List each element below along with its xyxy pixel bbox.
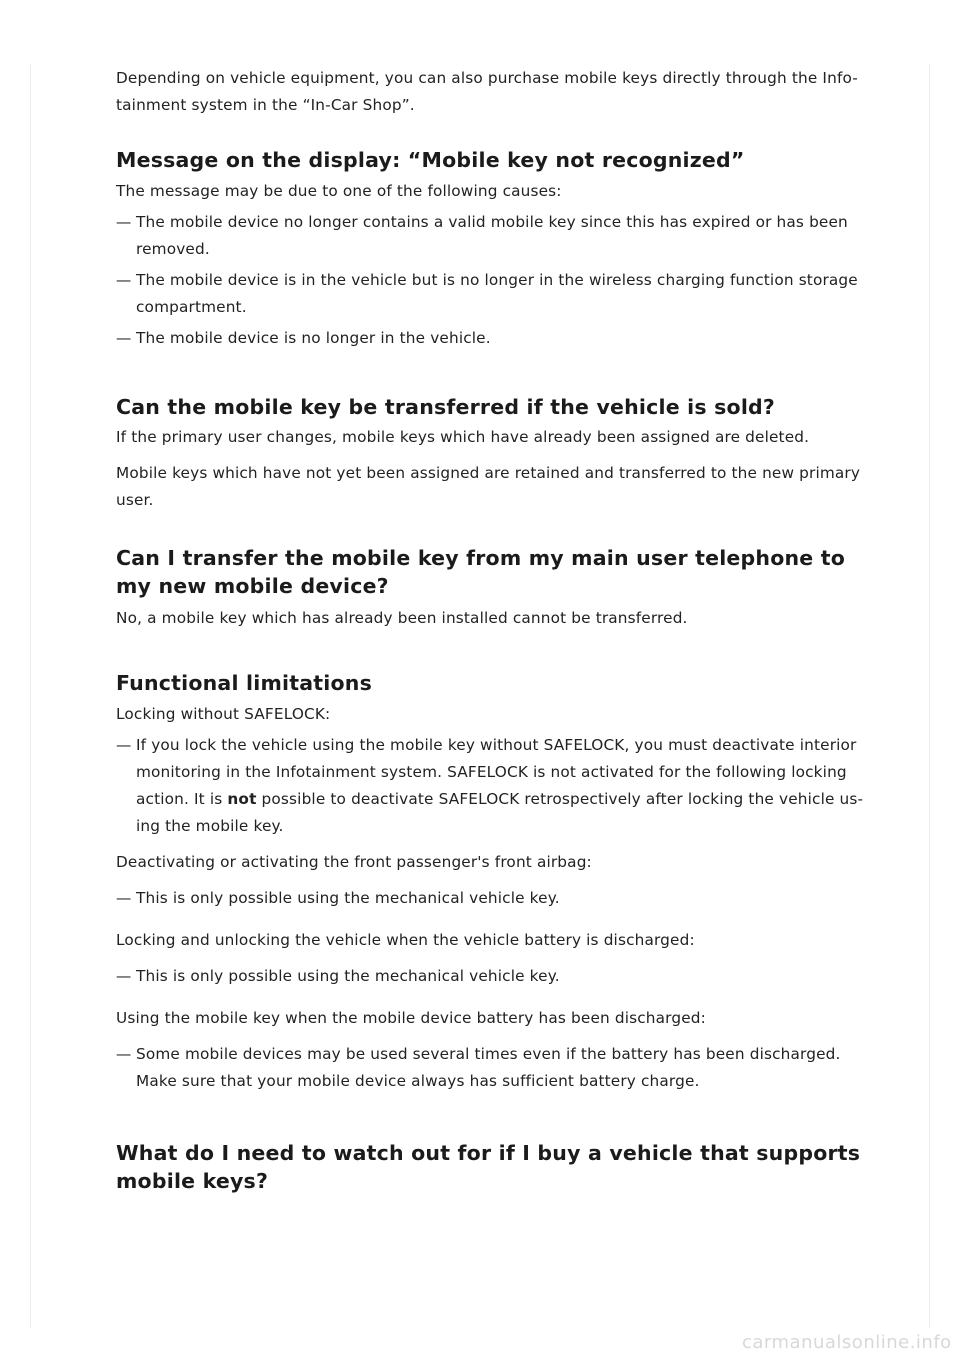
emphasis-not: not bbox=[227, 790, 257, 808]
dash-bullet: — bbox=[116, 213, 132, 231]
transfer-device-paragraph: No, a mobile key which has already been installed cannot be transferred. bbox=[116, 609, 688, 627]
cause-item-1-text: The mobile device no longer contains a valid mobile key since this has expired or has been removed. bbox=[136, 213, 848, 258]
safelock-text-part-1: If you lock the vehicle using the mobile key without SAFELOCK, you must deactivate interior monitoring in the Infotainment system. SAFELOCK is not activated for the following locking action. It is bbox=[136, 736, 857, 808]
dash-bullet: — bbox=[116, 889, 132, 907]
transfer-sold-paragraph-1: If the primary user changes, mobile keys which have already been assigned are deleted. bbox=[116, 428, 810, 446]
dash-bullet: — bbox=[116, 1045, 132, 1063]
airbag-text: This is only possible using the mechanical vehicle key. bbox=[136, 889, 560, 907]
limitation-item-vehicle-battery bbox=[116, 963, 876, 990]
intro-paragraph: Depending on vehicle equipment, you can also purchase mobile keys directly through the Info-tainment system in the “In-Car Shop”. bbox=[116, 69, 858, 114]
cause-item-1 bbox=[116, 209, 876, 263]
left-margin-rule bbox=[30, 64, 31, 1328]
causes-lead: The message may be due to one of the following causes: bbox=[116, 182, 562, 200]
limitation-lead-safelock: Locking without SAFELOCK: bbox=[116, 705, 331, 723]
limitation-lead-airbag: Deactivating or activating the front passenger's front airbag: bbox=[116, 853, 592, 871]
dash-bullet: — bbox=[116, 329, 132, 347]
heading-transfer-to-new-device: Can I transfer the mobile key from my main user telephone to my new mobile device? bbox=[116, 546, 845, 598]
cause-item-2-text: The mobile device is in the vehicle but is no longer in the wireless charging function storage compartment. bbox=[136, 271, 858, 316]
heading-transfer-if-sold: Can the mobile key be transferred if the vehicle is sold? bbox=[116, 395, 776, 419]
dash-bullet: — bbox=[116, 271, 132, 289]
cause-item-3 bbox=[116, 325, 876, 352]
limitation-item-airbag bbox=[116, 885, 876, 912]
watermark: carmanualsonline.info bbox=[742, 1332, 952, 1353]
limitation-item-safelock bbox=[116, 732, 876, 840]
safelock-text-part-2: possible to deactivate SAFELOCK retrospectively after locking the vehicle us-ing the mobile key. bbox=[136, 790, 864, 835]
cause-item-2 bbox=[116, 267, 876, 321]
cause-item-3-text: The mobile device is no longer in the vehicle. bbox=[136, 329, 491, 347]
right-margin-rule bbox=[929, 64, 930, 1328]
limitation-lead-device-battery: Using the mobile key when the mobile device battery has been discharged: bbox=[116, 1009, 706, 1027]
limitation-item-device-battery bbox=[116, 1041, 876, 1095]
page-content bbox=[116, 64, 876, 1195]
vehicle-battery-text: This is only possible using the mechanical vehicle key. bbox=[136, 967, 560, 985]
heading-buying-vehicle: What do I need to watch out for if I buy a vehicle that supports mobile keys? bbox=[116, 1141, 861, 1193]
limitation-lead-vehicle-battery: Locking and unlocking the vehicle when the vehicle battery is discharged: bbox=[116, 931, 695, 949]
dash-bullet: — bbox=[116, 967, 132, 985]
transfer-sold-paragraph-2: Mobile keys which have not yet been assigned are retained and transferred to the new primary user. bbox=[116, 464, 861, 509]
heading-functional-limitations: Functional limitations bbox=[116, 671, 373, 695]
device-battery-text: Some mobile devices may be used several times even if the battery has been discharged. Make sure that your mobile device always has sufficient battery charge. bbox=[136, 1045, 841, 1090]
heading-mobile-key-not-recognized: Message on the display: “Mobile key not recognized” bbox=[116, 148, 745, 172]
dash-bullet: — bbox=[116, 736, 132, 754]
